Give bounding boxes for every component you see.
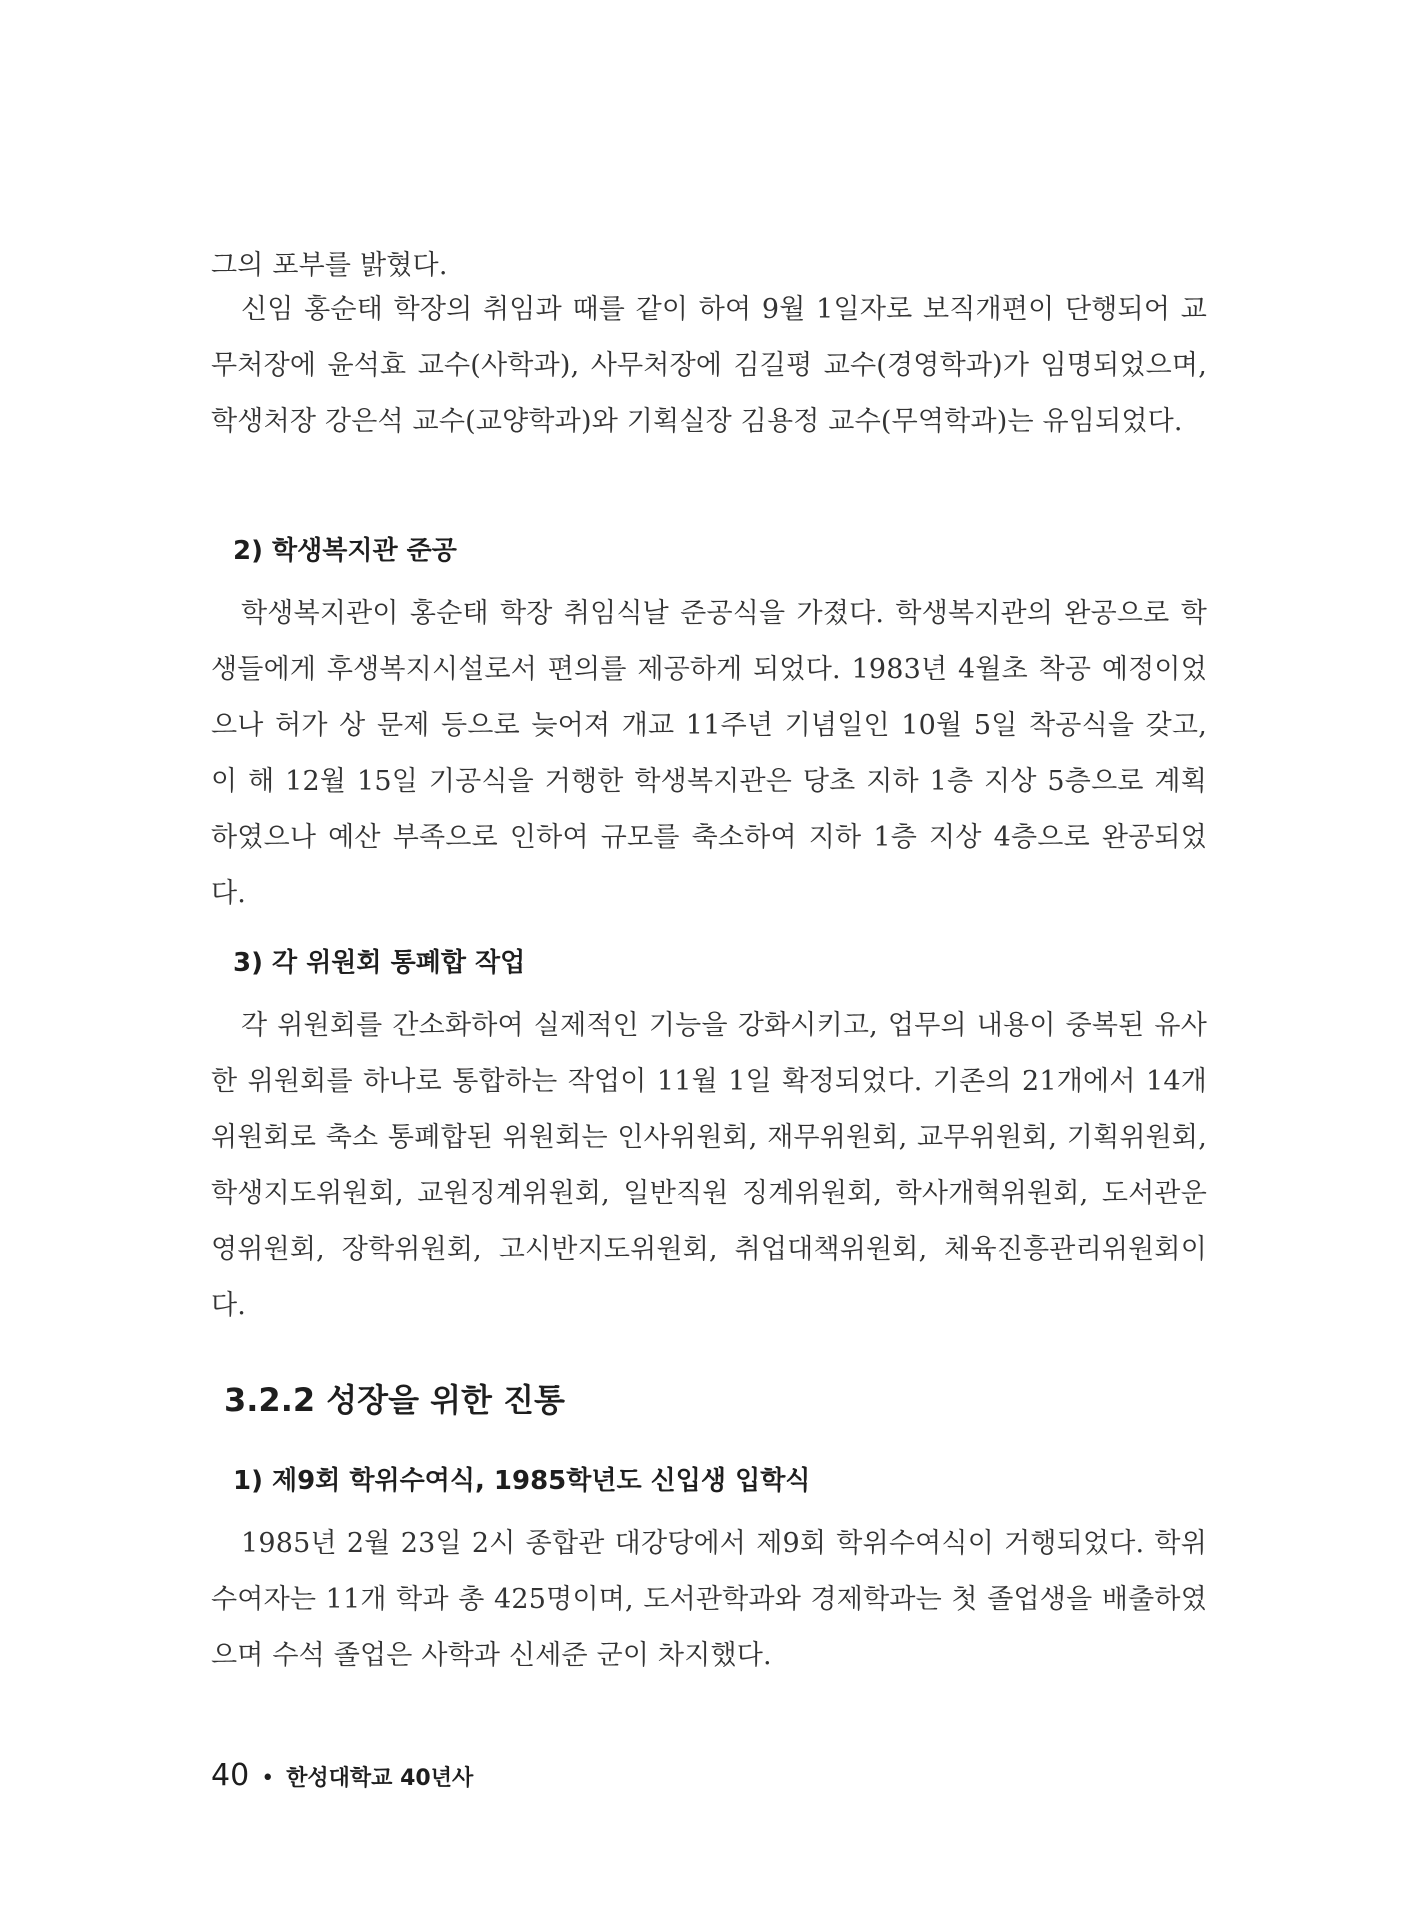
subheading-student-welfare-hall: 2) 학생복지관 준공 — [233, 536, 457, 566]
subheading-committee-merger: 3) 각 위원회 통폐합 작업 — [233, 948, 526, 978]
paragraph-continuation: 그의 포부를 밝혔다. — [211, 250, 448, 281]
section-heading: 3.2.2 성장을 위한 진통 — [224, 1381, 565, 1419]
paragraph-committee-merger: 각 위원회를 간소화하여 실제적인 기능을 강화시키고, 업무의 내용이 중복된 유사한 위원회를 하나로 통합하는 작업이 11월 1일 확정되었다. 기존의 21개에서 14개 위원회로 축소 통폐합된 위원회는 인사위원회, 재무위원회, 교무위원회, 기획위원회, 학생지도위원회, 교원징계위원회, 일반직원 징계위원회, 학사개혁위원회, 도서관운영위원회, 장학위원회, 고시반지도위원회, 취업대책위원회, 체육진흥관리위원회이다. — [211, 1010, 1207, 1321]
page-number: 40 — [211, 1758, 250, 1793]
footer-bullet: • — [261, 1766, 275, 1791]
paragraph-staff-reorganization: 신임 홍순태 학장의 취임과 때를 같이 하여 9월 1일자로 보직개편이 단행되어 교무처장에 윤석효 교수(사학과), 사무처장에 김길평 교수(경영학과)가 임명되었으며, 학생처장 강은석 교수(교양학과)와 기획실장 김용정 교수(무역학과)는 유임되었다. — [211, 294, 1207, 437]
subheading-graduation-ceremony: 1) 제9회 학위수여식, 1985학년도 신입생 입학식 — [233, 1466, 811, 1496]
page-footer — [211, 1758, 473, 1793]
paragraph-graduation-ceremony: 1985년 2월 23일 2시 종합관 대강당에서 제9회 학위수여식이 거행되었다. 학위 수여자는 11개 학과 총 425명이며, 도서관학과와 경제학과는 첫 졸업생을 배출하였으며 수석 졸업은 사학과 신세준 군이 차지했다. — [211, 1528, 1207, 1671]
book-title: 한성대학교 40년사 — [286, 1766, 474, 1791]
paragraph-student-welfare-hall: 학생복지관이 홍순태 학장 취임식날 준공식을 가졌다. 학생복지관의 완공으로 학생들에게 후생복지시설로서 편의를 제공하게 되었다. 1983년 4월초 착공 예정이었으나 허가 상 문제 등으로 늦어져 개교 11주년 기념일인 10월 5일 착공식을 갖고, 이 해 12월 15일 기공식을 거행한 학생복지관은 당초 지하 1층 지상 5층으로 계획하였으나 예산 부족으로 인하여 규모를 축소하여 지하 1층 지상 4층으로 완공되었다. — [211, 598, 1207, 909]
